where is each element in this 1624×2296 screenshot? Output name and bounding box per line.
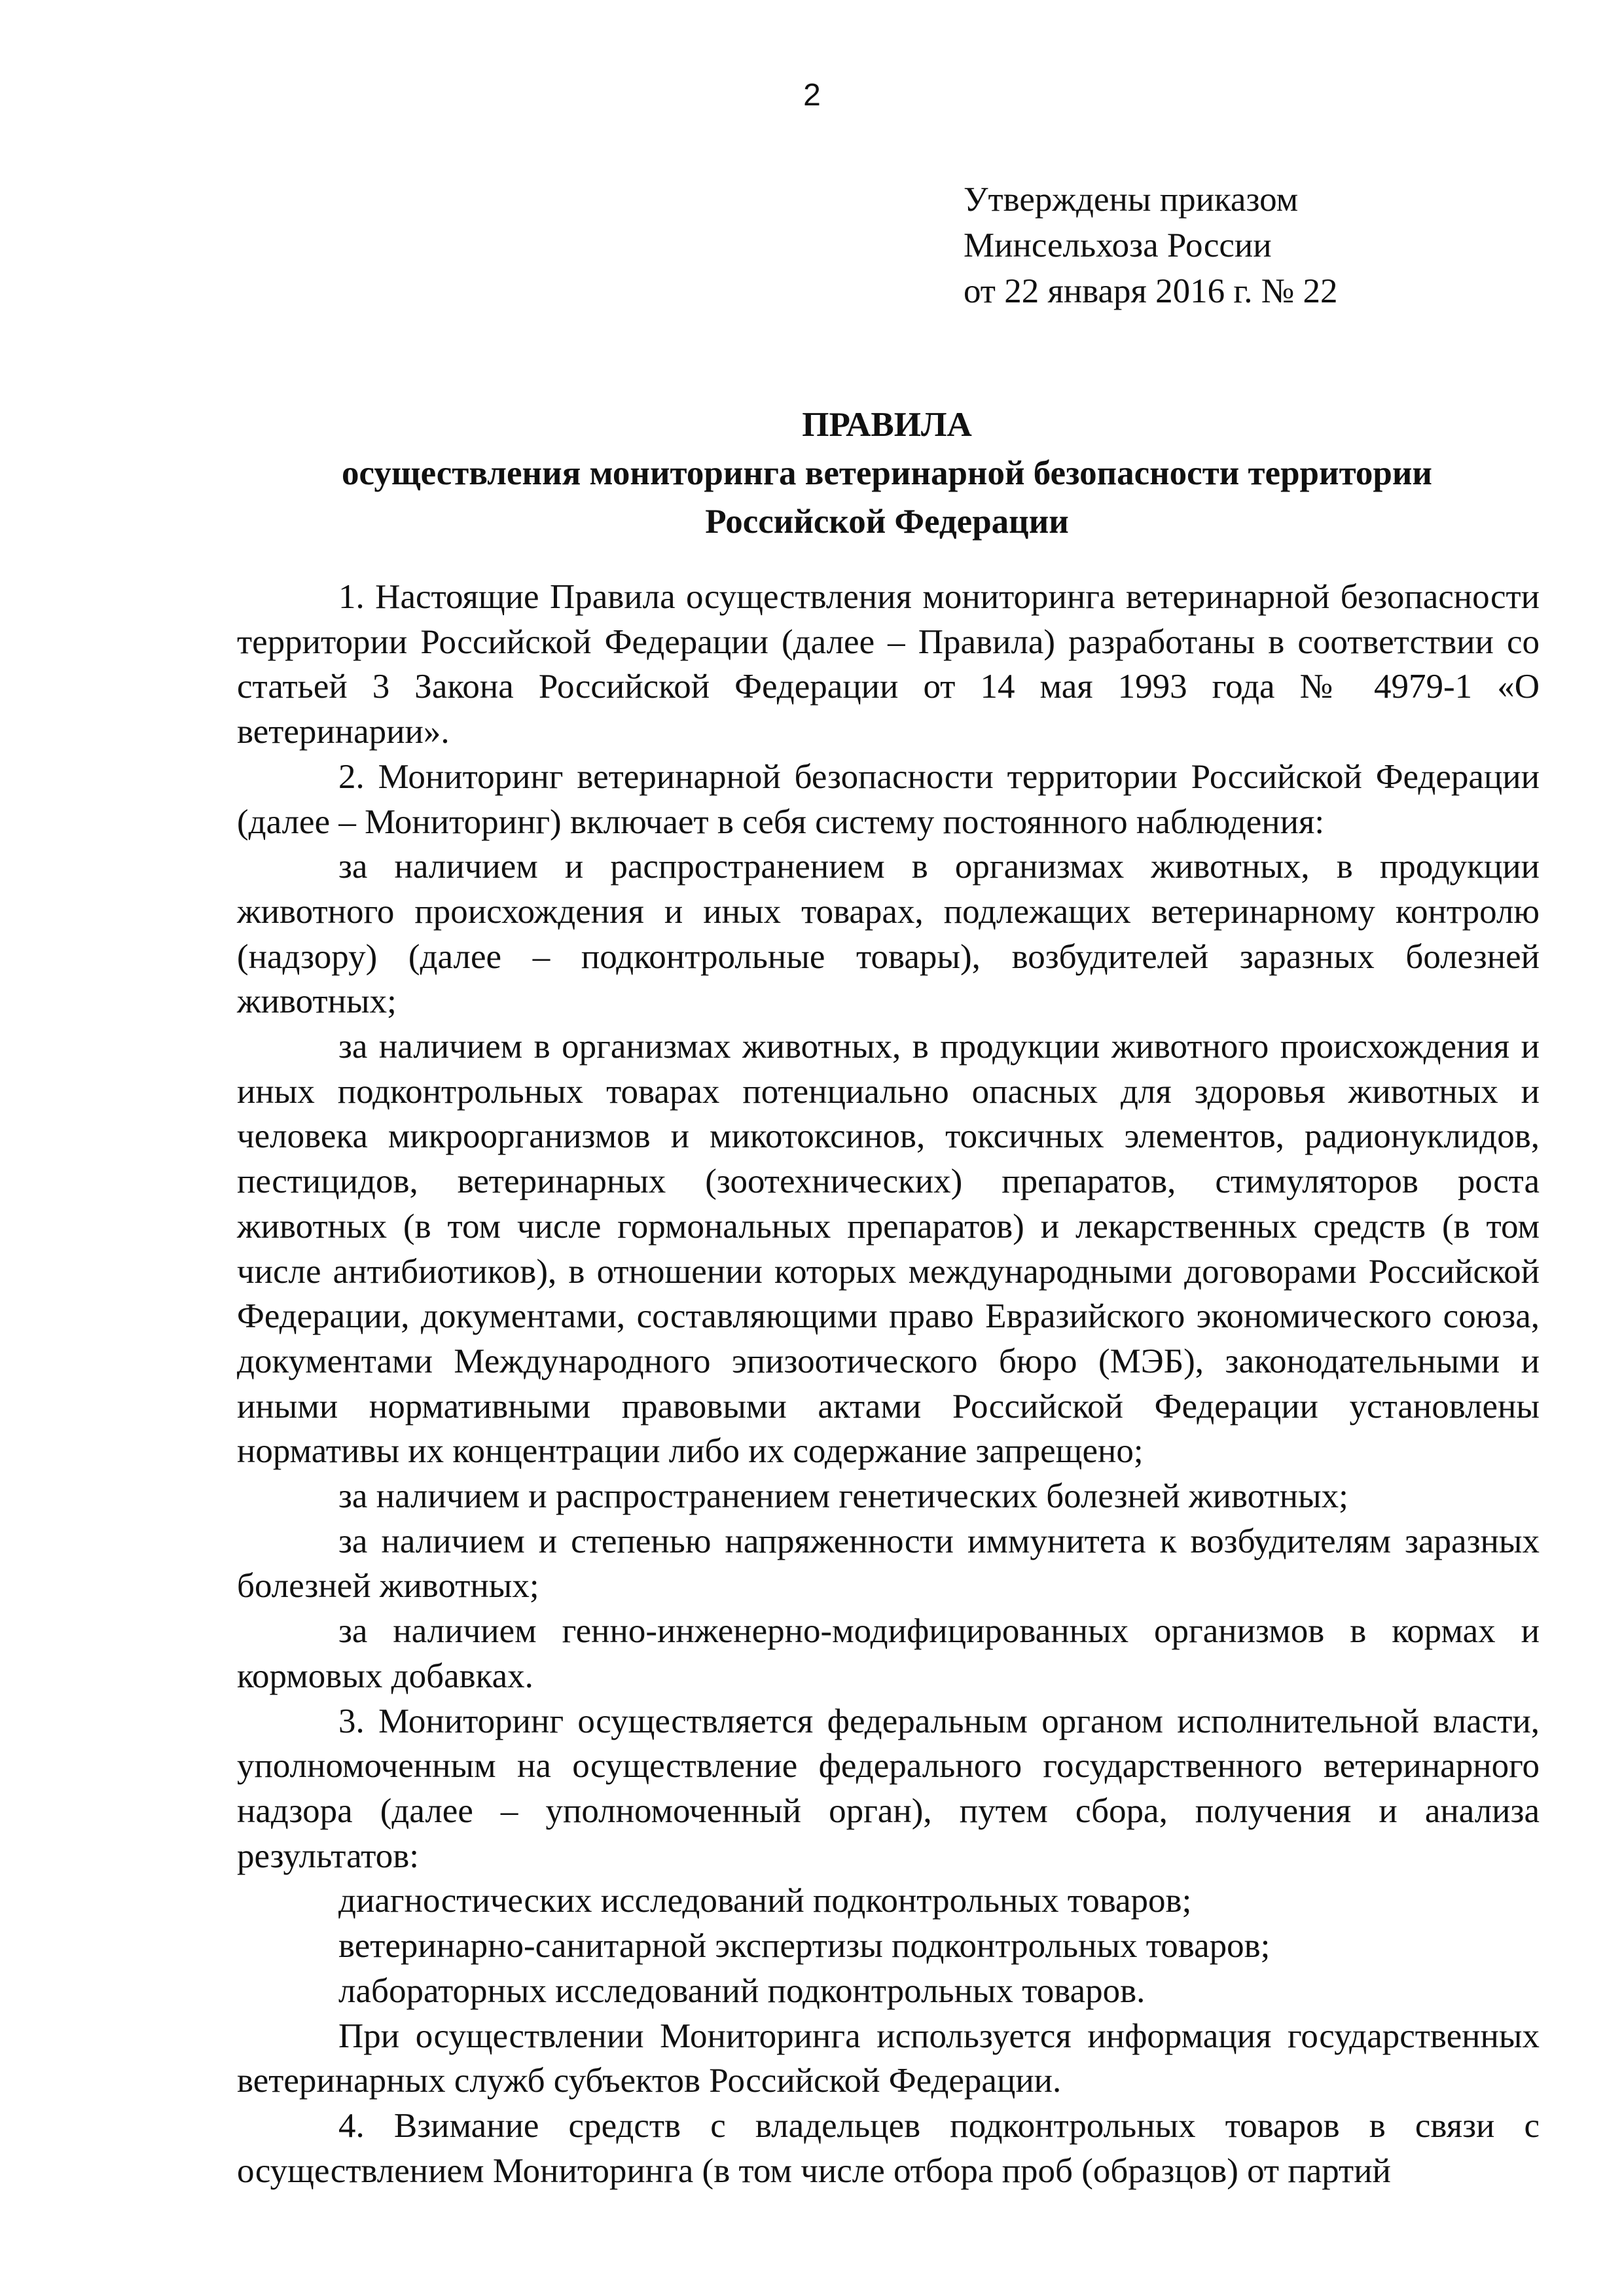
paragraph-2: 2. Мониторинг ветеринарной безопасности территории Российской Федерации (далее – Мониторинг) включает в себя систему постоянного наблюдения:	[237, 757, 1540, 841]
approval-line-2: Минсельхоза России	[964, 226, 1272, 264]
paragraph-3-item-2: ветеринарно-санитарной экспертизы подконтрольных товаров;	[338, 1927, 1271, 1965]
paragraph-2-item-5: за наличием генно-инженерно-модифицированных организмов в кормах и кормовых добавках.	[237, 1612, 1540, 1695]
paragraph-3-item-1: диагностических исследований подконтрольных товаров;	[338, 1882, 1192, 1920]
title-subtitle-line-2: Российской Федерации	[705, 503, 1069, 541]
approval-stamp	[964, 177, 1553, 314]
approval-line-1: Утверждены приказом	[964, 181, 1299, 219]
title-main: ПРАВИЛА	[802, 406, 972, 444]
document-body	[237, 575, 1540, 2193]
paragraph-2-item-1: за наличием и распространением в организмах животных, в продукции животного происхождения и иных товарах, подлежащих ветеринарному контролю (надзору) (далее – подконтрольные товары), возбудителей заразных болезней животных;	[237, 848, 1540, 1021]
paragraph-2-item-4: за наличием и степенью напряженности иммунитета к возбудителям заразных болезней животных;	[237, 1522, 1540, 1605]
paragraph-3: 3. Мониторинг осуществляется федеральным органом исполнительной власти, уполномоченным на осуществление федерального государственного ветеринарного надзора (далее – уполномоченный орган), путем сбора, получения и анализа результатов:	[237, 1702, 1540, 1875]
paragraph-3-item-3: лабораторных исследований подконтрольных товаров.	[338, 1971, 1146, 2010]
title-subtitle-line-1: осуществления мониторинга ветеринарной безопасности территории	[342, 454, 1432, 492]
paragraph-3-note: При осуществлении Мониторинга используется информация государственных ветеринарных служб субъектов Российской Федерации.	[237, 2017, 1540, 2100]
approval-line-3: от 22 января 2016 г. № 22	[964, 272, 1338, 310]
document-title	[236, 401, 1538, 546]
paragraph-2-item-2: за наличием в организмах животных, в продукции животного происхождения и иных подконтрольных товарах потенциально опасных для здоровья животных и человека микроорганизмов и микотоксинов, токсичных элементов, радионуклидов, пестицидов, ветеринарных (зоотехнических) препаратов, стимуляторов роста животных (в том числе гормональных препаратов) и лекарственных средств (в том числе антибиотиков), в отношении которых международными договорами Российской Федерации, документами, составляющими право Евразийского экономического союза, документами Международного эпизоотического бюро (МЭБ), законодательными и иными нормативными правовыми актами Российской Федерации установлены нормативы их концентрации либо их содержание запрещено;	[237, 1028, 1540, 1471]
paragraph-1: 1. Настоящие Правила осуществления мониторинга ветеринарной безопасности территории Российской Федерации (далее – Правила) разработаны в соответствии со статьей 3 Закона Российской Федерации от 14 мая 1993 года № 4979-1 «О ветеринарии».	[237, 578, 1540, 751]
paragraph-2-item-3: за наличием и распространением генетических болезней животных;	[338, 1477, 1348, 1516]
paragraph-4: 4. Взимание средств с владельцев подконтрольных товаров в связи с осуществлением Мониторинга (в том числе отбора проб (образцов) от партий	[237, 2106, 1540, 2190]
page-number: 2	[803, 78, 821, 113]
